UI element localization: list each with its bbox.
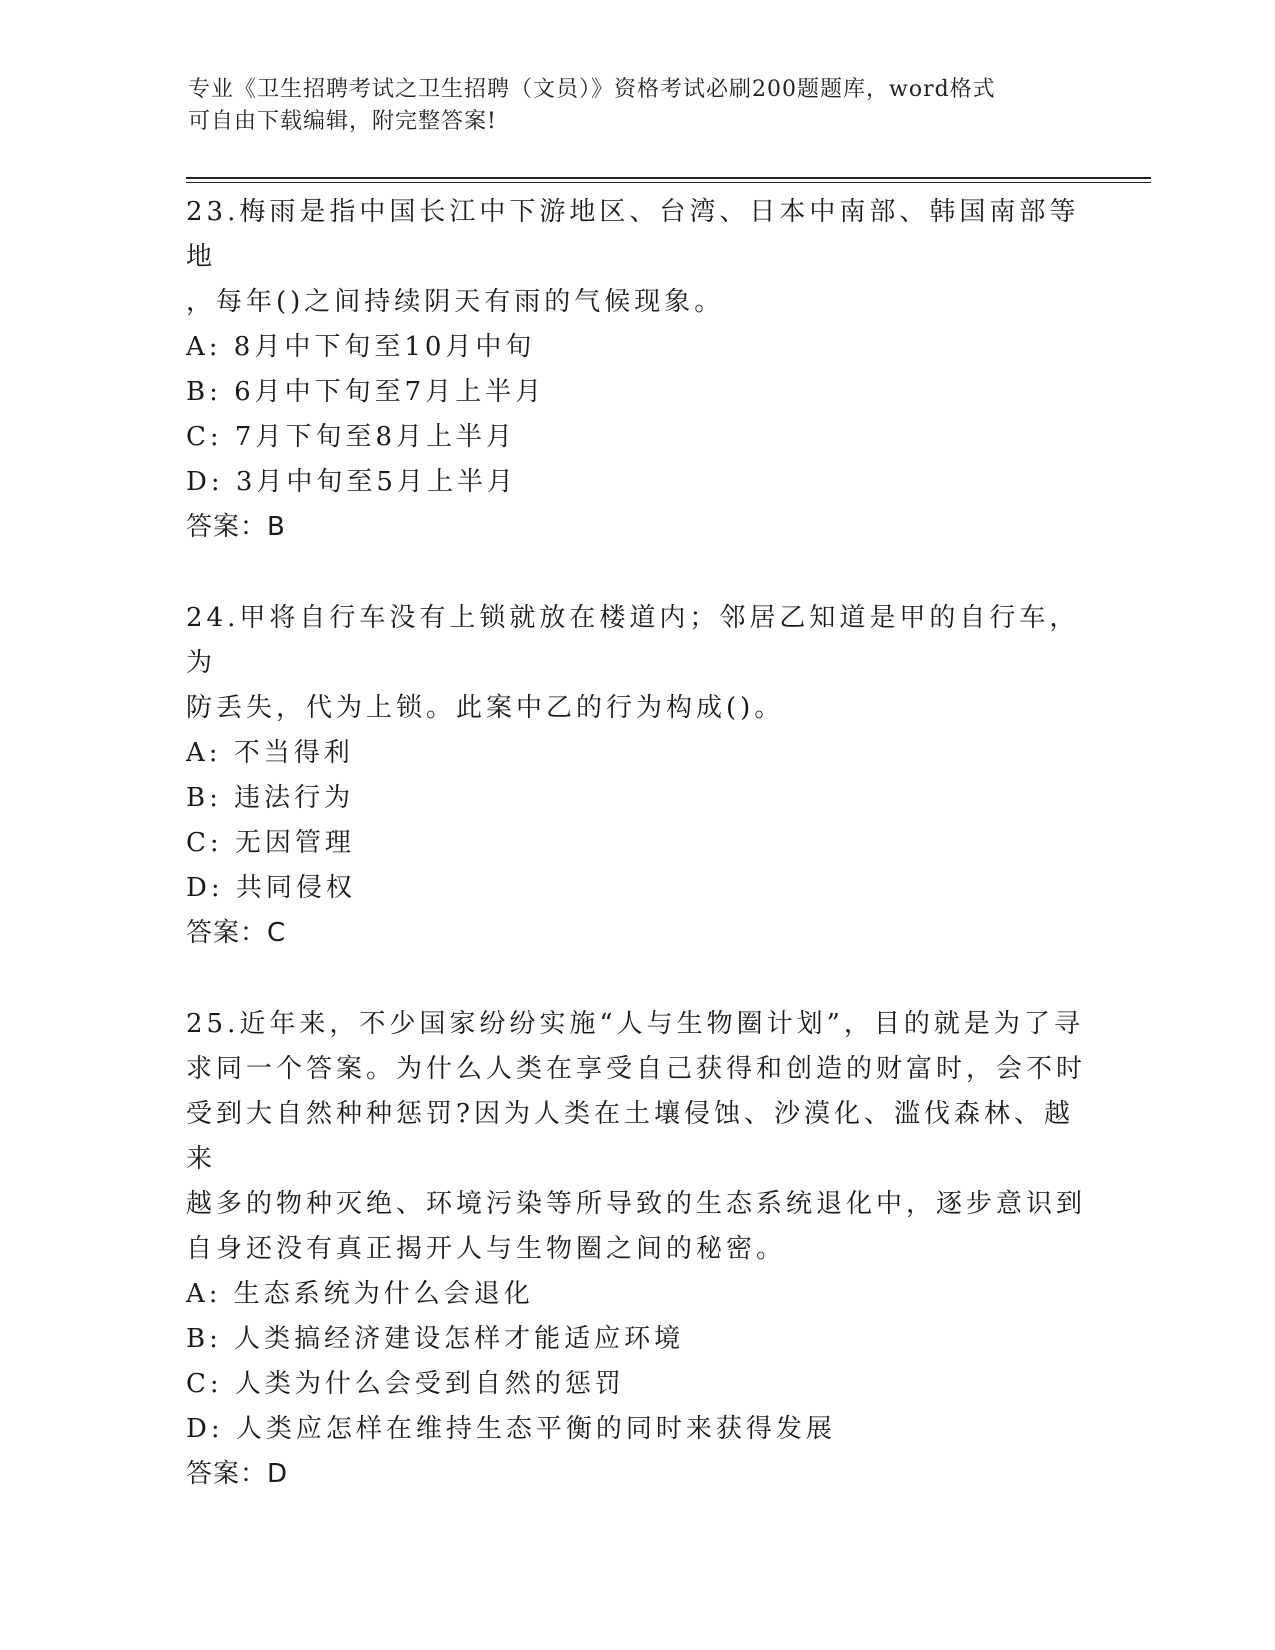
option-c: C: 7月下旬至8月上半月: [186, 422, 517, 452]
question-stem-line: 23.梅雨是指中国长江中下游地区、台湾、日本中南部、韩国南部等地: [186, 197, 1080, 272]
question-stem-line: 防丢失，代为上锁。此案中乙的行为构成()。: [186, 693, 785, 723]
option-c: C: 无因管理: [186, 828, 355, 858]
question-list: [186, 190, 1086, 1543]
option-b: B: 6月中下旬至7月上半月: [186, 377, 546, 407]
question-stem-line: 24.甲将自行车没有上锁就放在楼道内；邻居乙知道是甲的自行车，为: [186, 603, 1080, 678]
question-23: [186, 190, 1086, 550]
option-d: D: 人类应怎样在维持生态平衡的同时来获得发展: [186, 1414, 836, 1444]
header-divider-thick: [186, 177, 1151, 179]
answer-line: 答案：D: [186, 1459, 289, 1489]
header-divider-thin: [186, 182, 1151, 183]
document-header: [188, 74, 1068, 138]
question-stem-line: 求同一个答案。为什么人类在享受自己获得和创造的财富时，会不时: [186, 1054, 1087, 1084]
option-d: D: 共同侵权: [186, 873, 356, 903]
question-25: [186, 1002, 1086, 1497]
question-24: [186, 596, 1086, 956]
option-b: B: 人类搞经济建设怎样才能适应环境: [186, 1324, 685, 1354]
question-stem-line: ，每年()之间持续阴天有雨的气候现象。: [186, 287, 725, 317]
question-stem-line: 自身还没有真正揭开人与生物圈之间的秘密。: [186, 1234, 787, 1264]
question-stem-line: 25.近年来，不少国家纷纷实施“人与生物圈计划”，目的就是为了寻: [186, 1009, 1084, 1039]
option-a: A: 不当得利: [186, 738, 354, 768]
question-stem-line: 受到大自然种种惩罚?因为人类在土壤侵蚀、沙漠化、滥伐森林、越来: [186, 1099, 1074, 1174]
option-d: D: 3月中旬至5月上半月: [186, 467, 517, 497]
answer-line: 答案：B: [186, 512, 286, 542]
answer-line: 答案：C: [186, 918, 287, 948]
header-line-2: 可自由下载编辑，附完整答案!: [188, 109, 497, 134]
option-a: A: 生态系统为什么会退化: [186, 1279, 534, 1309]
question-stem-line: 越多的物种灭绝、环境污染等所导致的生态系统退化中，逐步意识到: [186, 1189, 1087, 1219]
option-a: A: 8月中下旬至10月中旬: [186, 332, 536, 362]
option-b: B: 违法行为: [186, 783, 355, 813]
header-line-1: 专业《卫生招聘考试之卫生招聘（文员）》资格考试必刷200题题库，word格式: [188, 77, 996, 102]
option-c: C: 人类为什么会受到自然的惩罚: [186, 1369, 625, 1399]
